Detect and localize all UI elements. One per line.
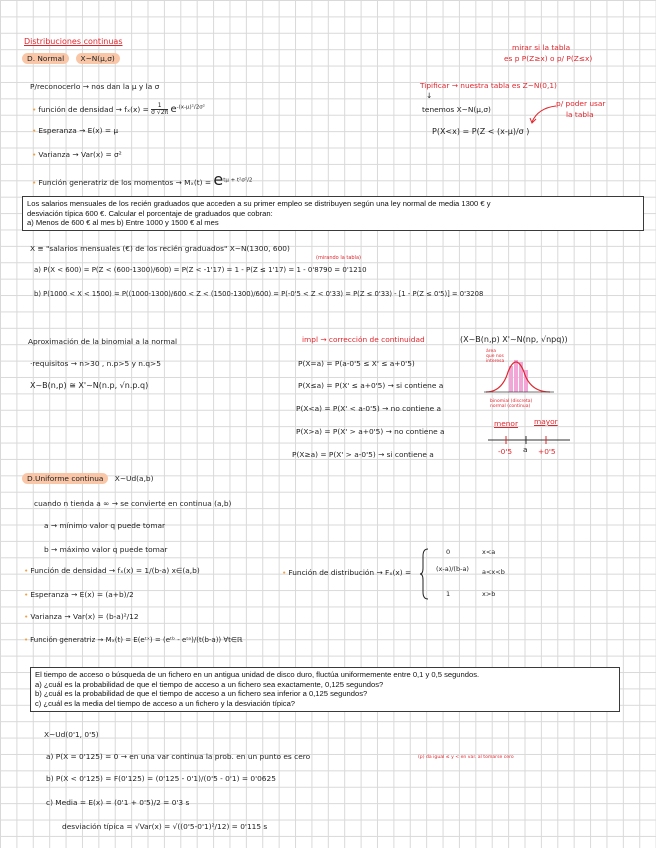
aprox-impl-rel: (X~B(n,p) X'~N(np, √npq)): [460, 335, 568, 344]
page-title: Distribuciones continuas: [24, 37, 123, 46]
aprox-impl: impl → corrección de continuidad: [302, 335, 425, 344]
normal-heading: [22, 55, 120, 64]
label-menor: menor: [494, 419, 518, 428]
nota-area-line: que nos: [486, 353, 504, 359]
solution-2-a: a) P(X = 0'125) = 0 → en una var continua la prob. en un punto es cero: [46, 752, 311, 761]
aprox-heading: Aproximación de la binomial a la normal: [28, 337, 178, 346]
uniforme-esperanza-text: Esperanza → E(x) = (a+b)/2: [30, 590, 134, 599]
normal-varianza-text: Varianza → Var(x) = σ²: [38, 150, 122, 159]
uniforme-esperanza: • Esperanza → E(x) = (a+b)/2: [24, 590, 134, 599]
regla-igual: P(X=a) = P(a-0'5 ≤ X' ≤ a+0'5): [298, 359, 415, 368]
aprox-relacion: X~B(n,p) ≅ X'~N(n.p, √n.p.q): [30, 381, 149, 390]
nota-graf: [490, 400, 532, 410]
problem-1-line: desviación típica 600 €. Calcular el porcentaje de graduados que cobran:: [27, 208, 273, 218]
normal-densidad-frac: [151, 103, 168, 117]
regla-mayor-igual: P(X≥a) = P(X' > a-0'5) → si contiene a: [292, 450, 434, 459]
uniforme-densidad: • Función de densidad → fₓ(x) = 1/(b-a) x∈(a,b): [24, 566, 200, 575]
solution-1-b: b) P(1000 < X < 1500) = P((1000-1300)/600 < Z < (1500-1300)/600) = P(-0'5 < Z < 0'33) = P(Z ≤ 0'33) - [1 - P(Z ≤ 0'5)] = 0'3208: [34, 290, 484, 298]
binomial-bar: [514, 360, 518, 392]
solution-1-nota: (mirando la tabla): [316, 255, 361, 261]
normal-heading-text: D. Normal: [27, 54, 65, 63]
problem-2-line: a) ¿cuál es la probabilidad de que el tiempo de acceso a un fichero sea exactamente, 0,125 segundos?: [35, 679, 384, 689]
uniforme-densidad-text: Función de densidad → fₓ(x) = 1/(b-a) x∈(a,b): [30, 566, 200, 575]
solution-2-desv: desviación típica = √Var(x) = √((0'5-0'1)²/12) = 0'115 s: [62, 822, 268, 831]
normal-generatriz: • Función generatriz de los momentos → $M_x(t) = e^{t\mu + t^2\sigma^2/2}$: [32, 170, 253, 189]
label-plus: +0'5: [538, 447, 556, 456]
uniforme-heading-text: D.Uniforme continua: [27, 474, 104, 483]
nota-graf-line: binomial (discreta): [490, 399, 533, 404]
normal-generatriz-text: Función generatriz de los momentos → Mₓ(t) =: [38, 178, 212, 187]
normal-reconocer: P/reconocerlo → nos dan la μ y la σ: [30, 82, 160, 91]
regla-mayor: P(X>a) = P(X' > a+0'5) → no contiene a: [296, 427, 445, 436]
regla-menor-igual: P(X≤a) = P(X' ≤ a+0'5) → si contiene a: [298, 381, 444, 390]
solution-2-b: b) P(X < 0'125) = F(0'125) = (0'125 - 0'1)/(0'5 - 0'1) = 0'0625: [46, 774, 276, 783]
normal-notation: X~N(μ,σ): [80, 54, 115, 63]
uniforme-varianza-text: Varianza → Var(x) = (b-a)²/12: [30, 612, 139, 621]
problem-2-line: c) ¿cuál es la media del tiempo de acceso a un fichero y la desviación típica?: [35, 699, 296, 709]
uniforme-varianza: • Varianza → Var(x) = (b-a)²/12: [24, 612, 139, 621]
piece-value: 0: [446, 548, 451, 556]
regla-menor: P(X<a) = P(X' < a-0'5) → no contiene a: [296, 404, 442, 413]
normal-densidad: • función de densidad → fₓ(x) = $\frac{1}{\sigma √2\pi}$ $e^{-(x-\mu)^2/2\sigma^2}$: [32, 102, 205, 117]
normal-generatriz-sup: tμ + t²σ²/2: [223, 177, 253, 184]
uniforme-heading: [22, 475, 154, 484]
curved-arrow-icon: [528, 104, 558, 126]
piece-cond: x>b: [482, 590, 496, 598]
problem-1-line: Los salarios mensuales de los recién graduados que acceden a su primer empleo se distribuyen según una ley normal de media 1300 € y: [27, 199, 491, 208]
piece-value: (x-a)/(b-a): [436, 565, 469, 573]
problem-1-line: a) Menos de 600 € al mes b) Entre 1000 y 1500 € al mes: [27, 218, 219, 228]
note-tipificar: Tipificar → nuestra tabla es Z~N(0,1): [420, 81, 557, 90]
uniforme-a-def: a → mínimo valor q puede tomar: [44, 521, 166, 530]
nota-area-line: área: [486, 349, 497, 354]
note-mirar-tabla-1: mirar si la tabla: [512, 43, 571, 52]
solution-1-a: a) P(X < 600) = P(Z < (600-1300)/600) = P(Z < -1'17) = 1 - P(Z ≤ 1'17) = 1 - 0'8790 = 0'1210: [34, 266, 367, 274]
binomial-bar: [509, 366, 513, 392]
piece-cond: x<a: [482, 548, 496, 556]
problem-2-line: b) ¿cuál es la probabilidad de que el tiempo de acceso a un fichero sea inferior a 0,125 segundos?: [35, 689, 368, 699]
normal-esperanza: • Esperanza → E(x) = μ: [32, 126, 119, 135]
uniforme-generatriz-text: Función generatriz → Mₓ(t) = E(eᵗˣ) = (eᵗᵇ - eᵗᵃ)/(t(b-a)) ∀t∈ℝ: [30, 636, 243, 644]
label-a: a: [523, 445, 528, 454]
nota-area-line: interesa: [486, 358, 505, 364]
solution-2-def: X~Ud(0'1, 0'5): [44, 730, 99, 739]
piece-cond: a<x<b: [482, 568, 505, 576]
note-poder-usar-1: p/ poder usar: [556, 99, 606, 108]
frac-den: σ √2π: [151, 109, 169, 117]
normal-generatriz-e: e: [213, 170, 224, 189]
label-minus: -0'5: [498, 447, 513, 456]
normal-densidad-sup: -(x-μ)²/2σ²: [176, 104, 205, 111]
normal-esperanza-text: Esperanza → E(x) = μ: [38, 126, 119, 135]
piece-value: 1: [446, 590, 451, 598]
uniforme-generatriz: • Función generatriz → Mₓ(t) = E(eᵗˣ) = (eᵗᵇ - eᵗᵃ)/(t(b-a)) ∀t∈ℝ: [24, 636, 243, 644]
aprox-requisitos: ·requisitos → n>30 , n.p>5 y n.q>5: [30, 359, 161, 368]
label-mayor: mayor: [534, 417, 558, 426]
normal-varianza: • Varianza → Var(x) = σ²: [32, 150, 122, 159]
normal-densidad-label: función de densidad → fₓ(x) =: [38, 104, 149, 114]
down-arrow-icon: ↓: [426, 91, 433, 100]
note-poder-usar-2: la tabla: [566, 110, 594, 119]
solution-1-def: X ≡ "salarios mensuales (€) de los recién graduados" X~N(1300, 600): [30, 244, 290, 253]
uniforme-distribucion: • Función de distribución → Fₓ(x) =: [282, 568, 412, 577]
uniforme-notation: X~Ud(a,b): [114, 474, 154, 483]
uniforme-b-def: b → máximo valor q puede tomar: [44, 545, 168, 554]
problem-1-box: [22, 196, 644, 231]
note-tipificacion: P(X<x) = P(Z < (x-μ)/σ ): [432, 127, 530, 136]
uniforme-distribucion-text: Función de distribución → Fₓ(x) =: [288, 568, 412, 577]
nota-graf-line: normal (continua): [490, 403, 531, 409]
problem-2-box: [30, 667, 620, 712]
frac-num: 1: [151, 103, 168, 110]
solution-2-nota: (p) da igual ≤ y < en var. al tomarse cero: [418, 755, 514, 760]
normal-densidad-e: e: [170, 103, 177, 115]
brace-icon: [420, 548, 430, 600]
nota-area: [486, 350, 504, 365]
solution-2-c: c) Media = E(x) = (0'1 + 0'5)/2 = 0'3 s: [46, 798, 190, 807]
note-mirar-tabla-2: es p P(Z≥x) o p/ P(Z≤x): [504, 54, 593, 63]
note-tenemos: tenemos X~N(μ,σ): [422, 105, 491, 114]
uniforme-cuando: cuando n tienda a ∞ → se convierte en continua (a,b): [34, 499, 232, 508]
problem-2-line: El tiempo de acceso o búsqueda de un fichero en un antigua unidad de disco duro, fluctúa uniformemente entre 0,1 y 0,5 segundos.: [35, 670, 480, 679]
